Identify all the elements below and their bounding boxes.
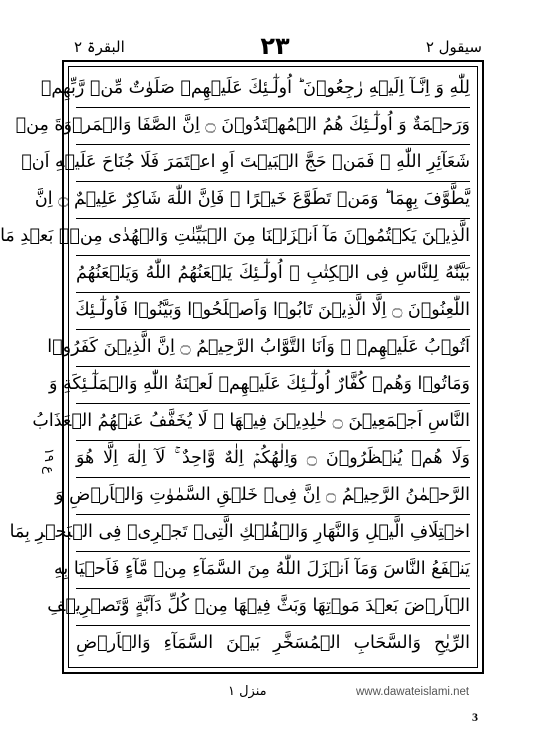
text-line-7: اللّٰعِنُوۡنَ ۝ اِلَّا الَّذِيۡنَ تَابُوۡا وَاَصۡلَحُوۡا وَبَيَّنُوۡا فَاُولٰٓـئِكَ: [76, 292, 470, 330]
text-line-14: يَنۡفَعُ النَّاسَ وَمَآ اَنۡزَلَ اللّٰهُ مِنَ السَّمَآءِ مِنۡ مَّآءٍ فَاَحۡيَا بِهِ: [76, 551, 470, 589]
text-line-13: اخۡتِلَافِ الَّيۡلِ وَالنَّهَارِ وَالۡفُلۡكِ الَّتِىۡ تَجۡرِىۡ فِى الۡبَحۡرِ بِمَا: [76, 514, 470, 552]
text-line-11: وَلَا هُمۡ يُنۡظَرُوۡنَ ۝ وَاِلٰهُكُمۡ اِلٰهٌ وَّاحِدٌ ۚ لَآ اِلٰهَ اِلَّا هُوَ: [76, 440, 470, 478]
text-line-1: لِلّٰهِ وَ اِنَّـآ اِلَيۡهِ رٰجِعُوۡنَ ؕ اُولٰٓـئِكَ عَلَيۡهِمۡ صَلَوٰتٌ مِّنۡ رَّبِّهِمۡ: [76, 70, 470, 108]
ruku-marker: ع ١٩: [41, 448, 56, 474]
text-line-4: يَّطَّوَّفَ بِهِمَا ؕ وَمَنۡ تَطَوَّعَ خَيۡرًا ۙ فَاِنَّ اللّٰهَ شَاكِرٌ عَلِيۡمٌ ۝ اِنَّ: [76, 181, 470, 219]
text-line-6: بَيَّنّٰهُ لِلنَّاسِ فِى الۡكِتٰبِ ۙ اُولٰٓـئِكَ يَلۡعَنُهُمُ اللّٰهُ وَيَلۡعَنُهُمُ: [76, 255, 470, 293]
text-line-15: الۡاَرۡضَ بَعۡدَ مَوۡتِهَا وَبَثَّ فِيۡهَا مِنۡ كُلِّ دَآبَّةٍ وَّتَصۡرِيۡفِ: [76, 588, 470, 626]
text-line-3: شَعَآئِرِ اللّٰهِ ۚ فَمَنۡ حَجَّ الۡبَيۡتَ اَوِ اعۡتَمَرَ فَلَا جُنَاحَ عَلَيۡهِ اَنۡ: [76, 144, 470, 182]
juz-name: سیقول ٢: [425, 38, 482, 56]
page-number: 3: [472, 710, 478, 724]
text-line-5: الَّذِيۡنَ يَكۡتُمُوۡنَ مَآ اَنۡزَلۡنَا مِنَ الۡبَيِّنٰتِ وَالۡهُدٰى مِنۡۢ بَعۡدِ مَا: [76, 218, 470, 256]
text-line-2: وَرَحۡمَةٌ وَ اُولٰٓـئِكَ هُمُ الۡمُهۡتَدُوۡنَ ۝ اِنَّ الصَّفَا وَالۡمَرۡوَةَ مِنۡ: [76, 107, 470, 145]
text-line-12: الرَّحۡمٰنُ الرَّحِيۡمُ ۝ اِنَّ فِىۡ خَلۡقِ السَّمٰوٰتِ وَالۡاَرۡضِ وَ: [76, 477, 470, 515]
surah-name: البقرۃ ٢: [74, 38, 125, 56]
text-line-8: اَتُوۡبُ عَلَيۡهِمۡ ۚ وَاَنَا التَّوَّابُ الرَّحِيۡمُ ۝ اِنَّ الَّذِيۡنَ كَفَرُوۡا: [76, 329, 470, 367]
page-number-arabic: ٢٣: [260, 32, 290, 60]
website-url: www.dawateislami.net: [356, 686, 470, 698]
text-line-9: وَمَاتُوۡا وَهُمۡ كُفَّارٌ اُولٰٓـئِكَ عَلَيۡهِمۡ لَعۡنَةُ اللّٰهِ وَالۡمَلٰٓـئِكَةِ وَ: [76, 366, 470, 404]
text-line-10: النَّاسِ اَجۡمَعِيۡنَ ۝ خٰلِدِيۡنَ فِيۡهَا ۚ لَا يُخَفَّفُ عَنۡهُمُ الۡعَذَابُ: [76, 403, 470, 441]
page-header: [60, 32, 490, 60]
manzil-label: منزل ١: [228, 684, 267, 699]
text-line-16: الرِّيٰحِ وَالسَّحَابِ الۡمُسَخَّرِ بَيۡنَ السَّمَآءِ وَالۡاَرۡضِ: [76, 633, 470, 653]
